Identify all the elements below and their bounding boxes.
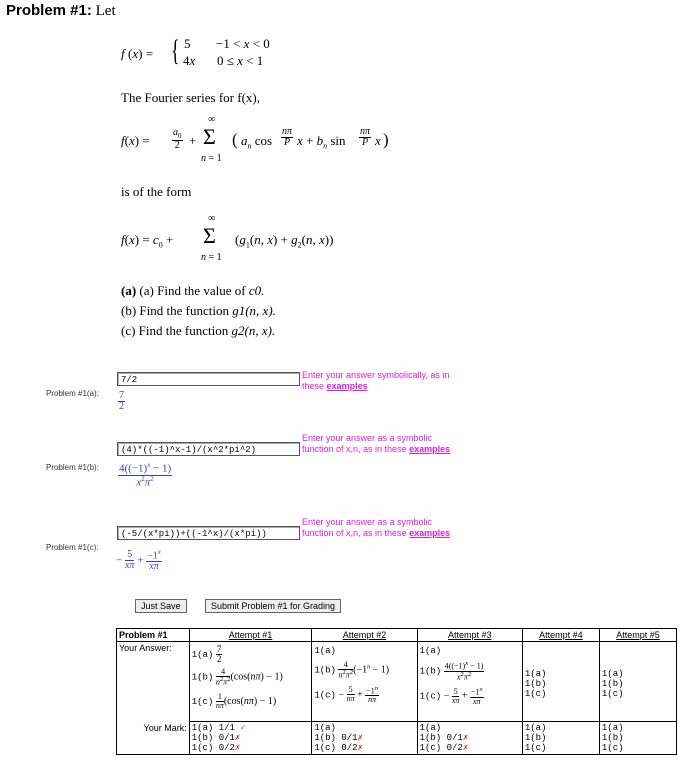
- attempt-2-answers: 1(a) 1(b) $\frac{4}{n^2\pi^2}$ $(-1^n - 1)$ 1(c) − $\frac{5}{n\pi}$ + $\frac{-1^n}{n\pi}$: [312, 642, 417, 722]
- attempts-table: [116, 628, 677, 755]
- answer-label-c: Problem #1(c):: [46, 543, 99, 552]
- attempts-row-header: Problem #1: [117, 629, 190, 642]
- fourier-intro: The Fourier series for f(x),: [121, 90, 260, 105]
- attempt-1-marks: 1(a) 1/1 ✓ 1(b) 0/1✗ 1(c) 0/2✗: [189, 722, 312, 755]
- attempt-4-answers: 1(a) 1(b) 1(c): [522, 642, 599, 722]
- answer-label-b: Problem #1(b):: [46, 463, 99, 472]
- attempt-4-marks: 1(a) 1(b) 1(c): [522, 722, 599, 755]
- attempt-3-header[interactable]: Attempt #3: [417, 629, 522, 642]
- wrong-x-icon: ✗: [234, 743, 241, 753]
- attempt-5-header[interactable]: Attempt #5: [599, 629, 676, 642]
- answer-label-a: Problem #1(a):: [46, 389, 99, 398]
- answer-input-b[interactable]: (4)*((-1)^x-1)/(x^2*pi^2): [117, 442, 300, 456]
- problem-title: Problem #1:: [6, 2, 92, 19]
- submit-button[interactable]: Submit Problem #1 for Grading: [205, 599, 341, 613]
- wrong-x-icon: ✗: [462, 743, 469, 753]
- your-answer-label: Your Answer:: [117, 642, 190, 722]
- answer-preview-a: $\frac{7}{2}$: [119, 390, 124, 412]
- target-form-formula: $f(x) = c_0$ + ∞ Σ n = 1 ($g_1(n$, $x) + g_2(n$, x)): [121, 213, 334, 263]
- answer-input-c[interactable]: (-5/(x*pi))+((-1^x)/(x*pi)): [117, 526, 300, 540]
- examples-link-c[interactable]: examples: [409, 528, 451, 538]
- piecewise-definition: f (x) = { 5 −1 < x < 0 4x 0 ≤ x < 1: [121, 34, 270, 68]
- form-intro: is of the form: [121, 184, 192, 199]
- your-mark-label: Your Mark:: [117, 722, 190, 755]
- wrong-x-icon: ✗: [357, 733, 363, 743]
- attempt-2-marks: 1(a) 1(b) 0/1✗ 1(c) 0/2✗: [312, 722, 417, 755]
- attempt-3-marks: 1(a) 1(b) 0/1✗ 1(c) 0/2✗: [417, 722, 522, 755]
- problem-lead: Let: [95, 3, 116, 19]
- hint-a: Enter your answer symbolically, as in these examples: [302, 370, 450, 391]
- wrong-x-icon: ✗: [234, 733, 241, 743]
- part-a-text: (a) (a) Find the value of c0.: [121, 283, 265, 298]
- answer-input-a[interactable]: 7/2: [117, 372, 300, 386]
- attempt-3-answers: 1(a) 1(b) $\frac{4((-1)^x - 1)}{x^2\pi^2}$ 1(c) − $\frac{5}{x\pi}$ + $\frac{-1^x}{x\pi}$: [417, 642, 522, 722]
- fourier-series-formula: f(x) = $\frac{a_0}{2}$ + ∞ Σ n = 1 ( $a_n$ cos $\frac{n\pi}{P}$ $x + b_n$ sin $\frac{n\pi}{P}$ x ): [121, 114, 389, 164]
- attempt-4-header[interactable]: Attempt #4: [522, 629, 599, 642]
- part-b-text: (b) Find the function g1(n, x).: [121, 303, 276, 318]
- attempt-1-answers: 1(a) $\frac{7}{2}$ 1(b) $\frac{4}{n^2\pi^2}$ (cos(nπ) − 1) 1(c) $\frac{1}{n\pi}$ (cos(nπ) − 1): [189, 642, 312, 722]
- part-c-text: (c) Find the function g2(n, x).: [121, 323, 276, 338]
- correct-check-icon: ✓: [240, 723, 246, 733]
- examples-link-a[interactable]: examples: [326, 381, 368, 391]
- examples-link-b[interactable]: examples: [409, 444, 451, 454]
- attempt-1-header[interactable]: Attempt #1: [189, 629, 312, 642]
- attempt-5-answers: 1(a) 1(b) 1(c): [599, 642, 676, 722]
- attempt-2-header[interactable]: Attempt #2: [312, 629, 417, 642]
- hint-c: Enter your answer as a symbolic function of x,n, as in these examples: [302, 517, 451, 538]
- answer-preview-b: $\frac{4((-1)^x - 1)}{x^2\pi^2}$: [119, 461, 172, 489]
- attempt-5-marks: 1(a) 1(b) 1(c): [599, 722, 676, 755]
- wrong-x-icon: ✗: [357, 743, 363, 753]
- hint-b: Enter your answer as a symbolic function of x,n, as in these examples: [302, 433, 451, 454]
- problem-header: [6, 2, 116, 20]
- wrong-x-icon: ✗: [462, 733, 469, 743]
- just-save-button[interactable]: Just Save: [135, 599, 187, 613]
- answer-preview-c: − $\frac{5}{x\pi}$ + $\frac{-1^x}{x\pi}$: [116, 548, 161, 573]
